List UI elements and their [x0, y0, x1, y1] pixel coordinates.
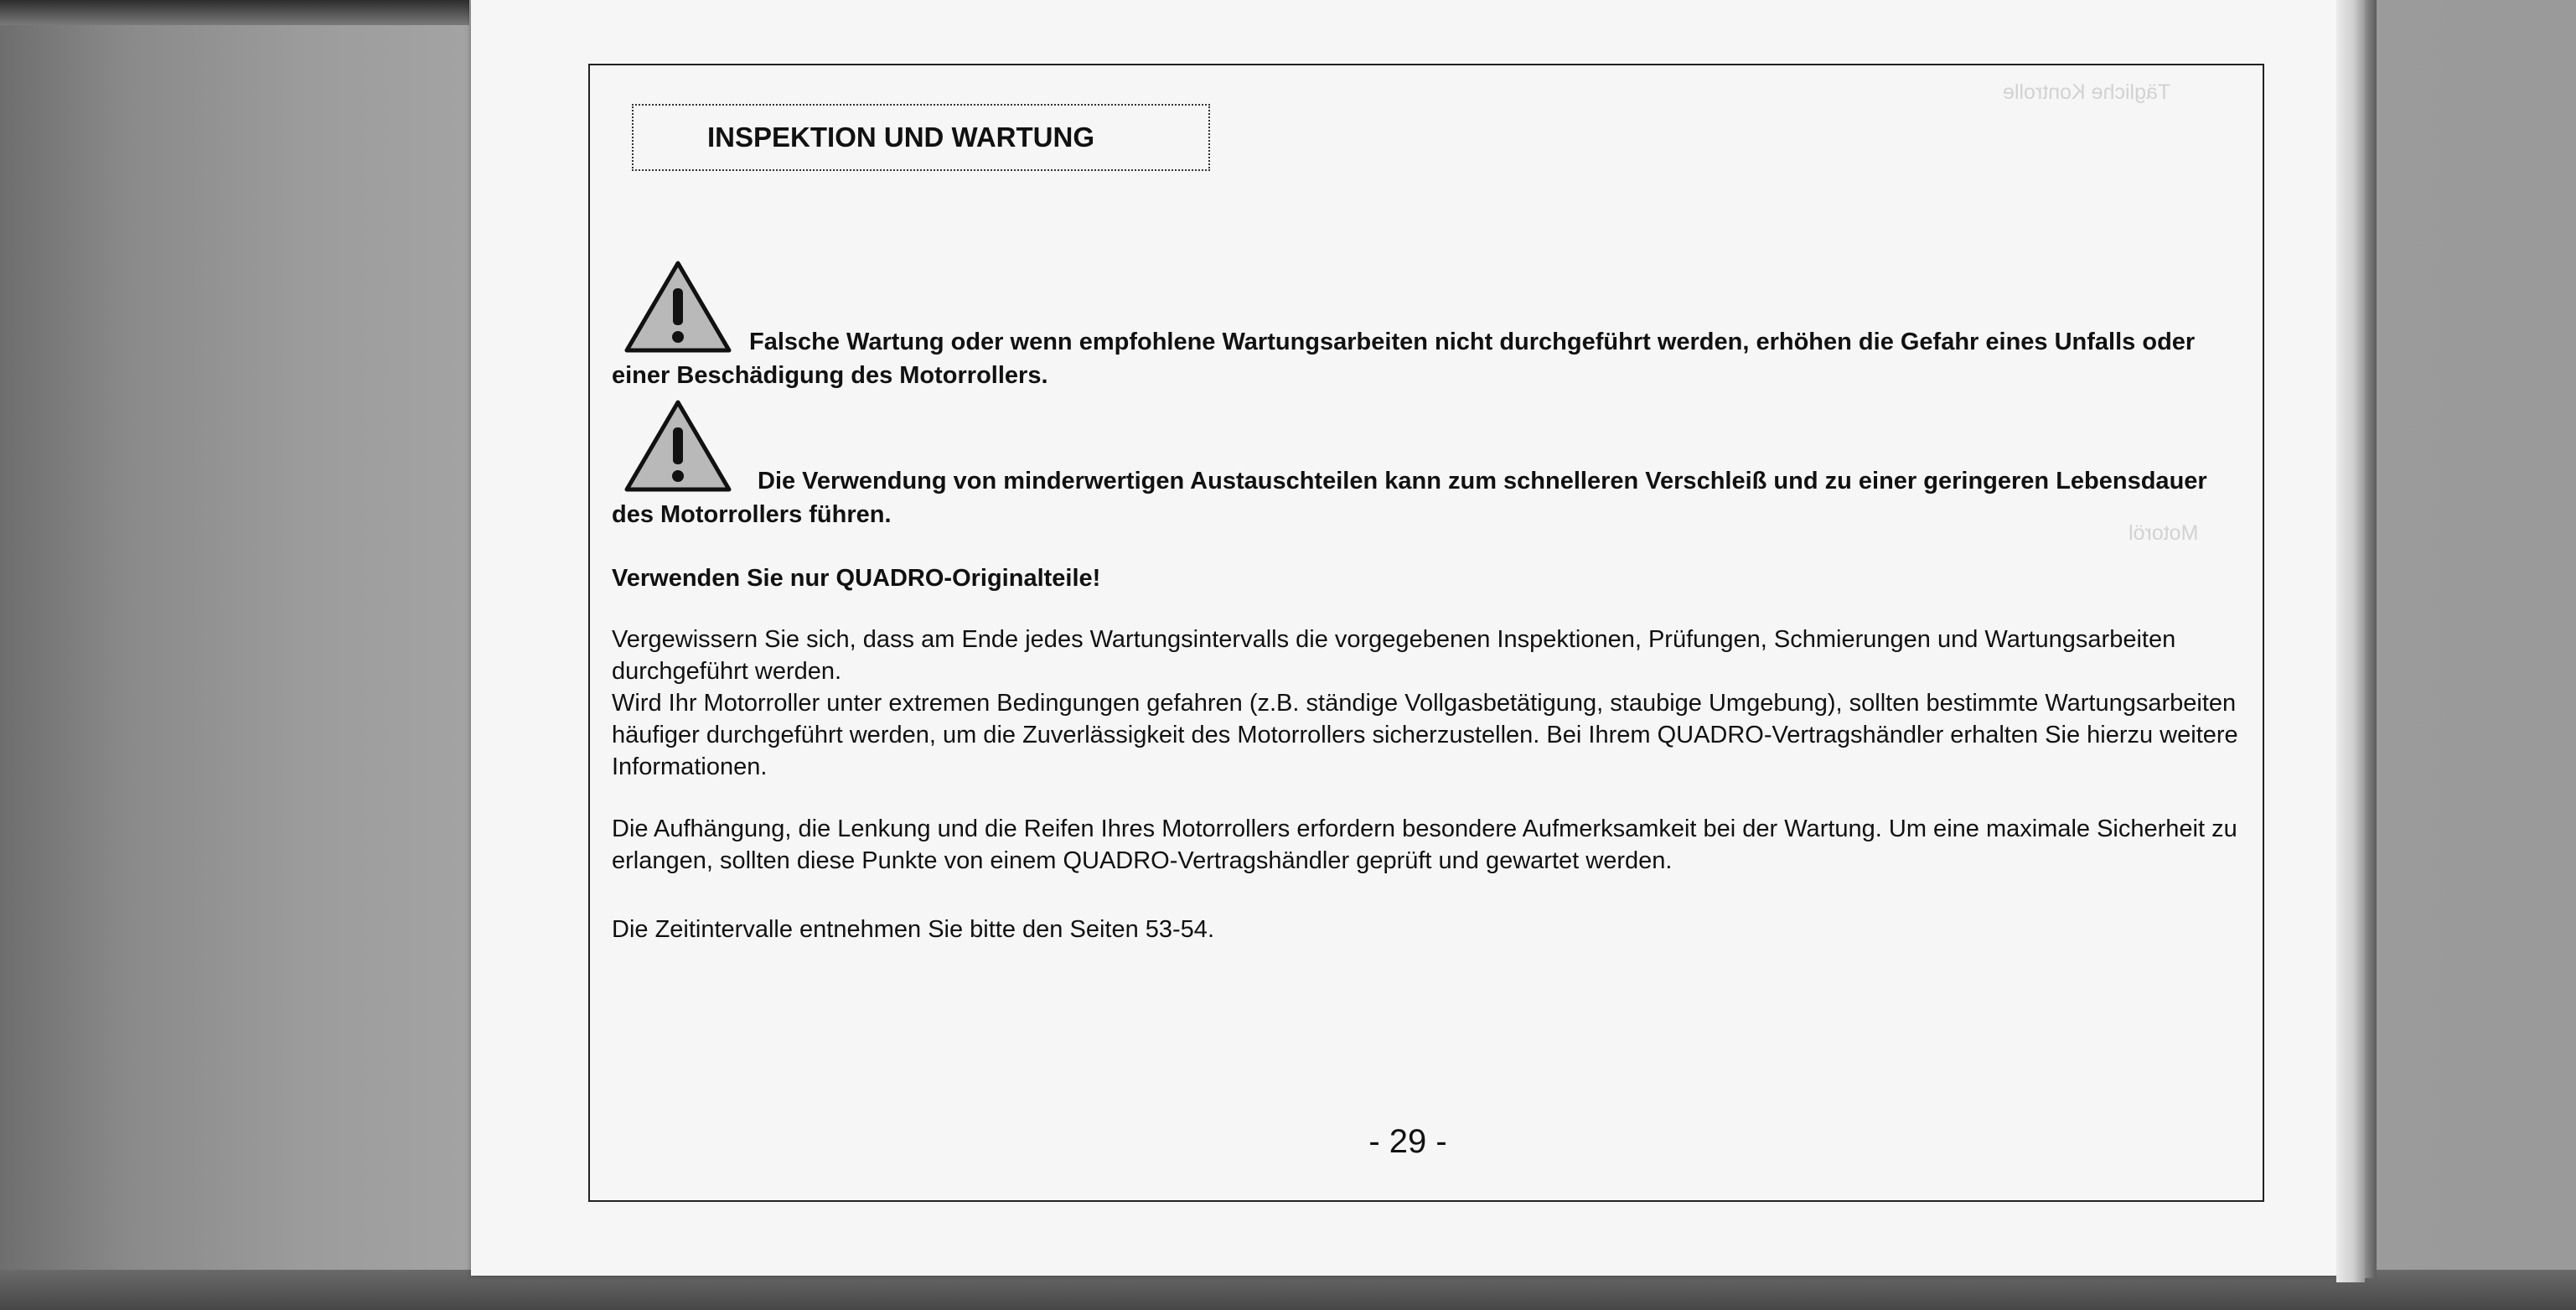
warning-text: Falsche Wartung oder wenn empfohlene Wartungsarbeiten nicht durchgeführt werden, erhöhen die Gefahr eines Unfalls oder einer Beschädigung des Motorrollers.	[612, 329, 2196, 389]
paragraph: Die Aufhängung, die Lenkung und die Reifen Ihres Motorrollers erfordern besondere Aufmerksamkeit bei der Wartung. Um eine maximale Sicherheit zu erlangen, sollten diese Punkte von einem QUADRO-Vertragshändler geprüft und gewartet werden.	[612, 816, 2237, 874]
paragraph: Die Zeitintervalle entnehmen Sie bitte den Seiten 53-54.	[612, 916, 1214, 943]
warning-text: Die Verwendung von minderwertigen Austauschteilen kann zum schnelleren Verschleiß und zu einer geringeren Lebensdauer des Motorrollers führen.	[612, 468, 2207, 528]
paragraph: Wird Ihr Motorroller unter extremen Bedingungen gefahren (z.B. ständige Vollgasbetätigung, staubige Umgebung), sollten bestimmte Wartungsarbeiten häufiger durchgeführt werden, um die Zuverlässigkeit des Motorrollers sicherzustellen. Bei Ihrem QUADRO-Vertragshändler erhalten Sie hierzu weitere Informationen.	[612, 690, 2238, 780]
page-edge-shadow	[2365, 0, 2377, 1278]
page-edge	[2336, 0, 2365, 1282]
scanner-shadow-bottom	[0, 1270, 2576, 1310]
paragraph: Vergewissern Sie sich, dass am Ende jedes Wartungsintervalls die vorgegebenen Inspektionen, Prüfungen, Schmierungen und Wartungsarbeiten durchgeführt werden.	[612, 626, 2176, 685]
page-number: - 29 -	[1368, 1123, 1447, 1160]
originalteile-notice: Verwenden Sie nur QUADRO-Originalteile!	[612, 565, 1101, 592]
page-title: INSPEKTION UND WARTUNG	[632, 104, 1210, 171]
scanner-shadow-top	[0, 0, 469, 25]
bleed-through-heading: Tägliche Kontrolle	[2003, 80, 2171, 104]
bleed-through-heading: Motoröl	[2129, 521, 2199, 545]
